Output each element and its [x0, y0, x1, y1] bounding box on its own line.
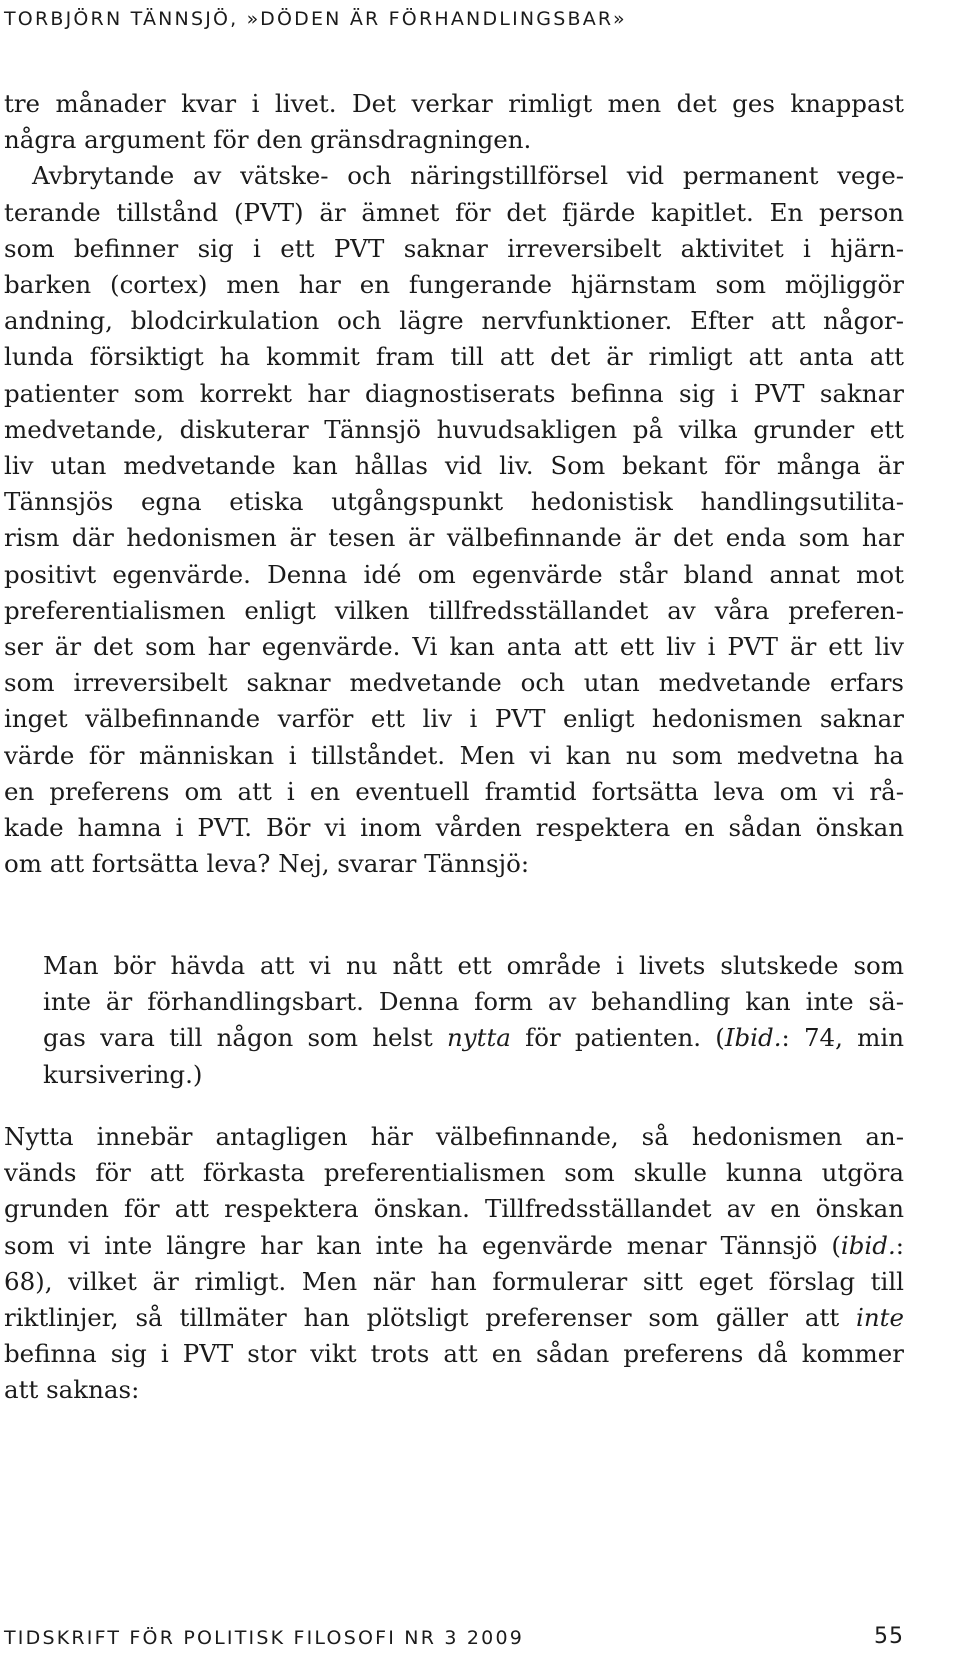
- text-line: rism där hedonismen är tesen är välbefinnande är det enda som har: [4, 523, 904, 553]
- text-line: andning, blodcirkulation och lägre nervfunktioner. Efter att någor-: [4, 306, 904, 336]
- text-line: om att fortsätta leva? Nej, svarar Tännsjö:: [4, 849, 530, 879]
- text-line: att saknas:: [4, 1375, 140, 1405]
- quote-text: : 74, min: [781, 1023, 904, 1053]
- quote-text: gas vara till någon som helst: [43, 1023, 447, 1053]
- quote-line: [43, 1020, 904, 1056]
- text-fragment: :: [895, 1230, 904, 1260]
- text-line: ser är det som har egenvärde. Vi kan anta att ett liv i PVT är ett liv: [4, 632, 904, 662]
- text-line: vänds för att förkasta preferentialismen som skulle kunna utgöra: [4, 1158, 904, 1188]
- block-quote: [43, 948, 904, 1093]
- quote-line: Man bör hävda att vi nu nått ett område i livets slutskede som: [43, 951, 904, 980]
- text-line: terande tillstånd (PVT) är ämnet för det fjärde kapitlet. En person: [4, 197, 904, 227]
- text-line: patienter som korrekt har diagnostiserats befinna sig i PVT saknar: [4, 378, 904, 408]
- text-line: Nytta innebär antagligen här välbefinnande, så hedonismen an-: [4, 1122, 904, 1151]
- body-paragraph-1: [4, 86, 904, 882]
- text-line: [4, 1300, 904, 1336]
- text-line: liv utan medvetande kan hållas vid liv. Som bekant för många är: [4, 451, 904, 481]
- running-head: TORBJÖRN TÄNNSJÖ, »DÖDEN ÄR FÖRHANDLINGSBAR»: [4, 8, 627, 30]
- footer-journal-title: TIDSKRIFT FÖR POLITISK FILOSOFI NR 3 2009: [4, 1627, 525, 1649]
- text-line: värde för människan i tillståndet. Men vi kan nu som medvetna ha: [4, 740, 904, 770]
- text-line: medvetande, diskuterar Tännsjö huvudsakligen på vilka grunder ett: [4, 414, 904, 444]
- citation-ibid: ibid.: [840, 1230, 896, 1260]
- text-line: lunda försiktigt ha kommit fram till att det är rimligt att anta att: [4, 342, 904, 372]
- text-fragment: riktlinjer, så tillmäter han plötsligt preferenser som gäller att: [4, 1303, 857, 1333]
- text-line: barken (cortex) men har en fungerande hjärnstam som möjliggör: [4, 270, 904, 300]
- text-line: preferentialismen enligt vilken tillfredsställandet av våra preferen-: [4, 595, 904, 625]
- text-fragment: som vi inte längre har kan inte ha egenvärde menar Tännsjö (: [4, 1230, 841, 1260]
- text-line: inget välbefinnande varför ett liv i PVT enligt hedonismen saknar: [4, 704, 904, 734]
- text-line: [4, 1228, 904, 1264]
- text-line: Tännsjös egna etiska utgångspunkt hedonistisk handlingsutilita-: [4, 487, 904, 517]
- citation-ibid: Ibid.: [724, 1023, 782, 1053]
- text-line: 68), vilket är rimligt. Men när han formulerar sitt eget förslag till: [4, 1266, 904, 1296]
- quote-line: inte är förhandlingsbart. Denna form av behandling kan inte sä-: [43, 987, 904, 1017]
- emphasis-inte: inte: [856, 1303, 904, 1333]
- text-line: grunden för att respektera önskan. Tillfredsställandet av en önskan: [4, 1194, 904, 1224]
- text-line: några argument för den gränsdragningen.: [4, 125, 532, 155]
- text-line: som irreversibelt saknar medvetande och utan medvetande erfars: [4, 668, 904, 698]
- page-number: 55: [874, 1624, 904, 1649]
- text-line: kade hamna i PVT. Bör vi inom vården respektera en sådan önskan: [4, 813, 904, 843]
- body-paragraph-2: [4, 1119, 904, 1409]
- text-line: som befinner sig i ett PVT saknar irreversibelt aktivitet i hjärn-: [4, 233, 904, 263]
- emphasis-nytta: nytta: [446, 1023, 511, 1053]
- text-line: en preferens om att i en eventuell framtid fortsätta leva om vi rå-: [4, 776, 904, 806]
- text-line: befinna sig i PVT stor vikt trots att en sådan preferens då kommer: [4, 1339, 904, 1369]
- text-line: positivt egenvärde. Denna idé om egenvärde står bland annat mot: [4, 559, 904, 589]
- quote-line: kursivering.): [43, 1059, 203, 1089]
- text-line: Avbrytande av vätske- och näringstillförsel vid permanent vege-: [32, 161, 904, 191]
- quote-text: för patienten. (: [510, 1023, 725, 1053]
- text-line: tre månader kvar i livet. Det verkar rimligt men det ges knappast: [4, 89, 904, 118]
